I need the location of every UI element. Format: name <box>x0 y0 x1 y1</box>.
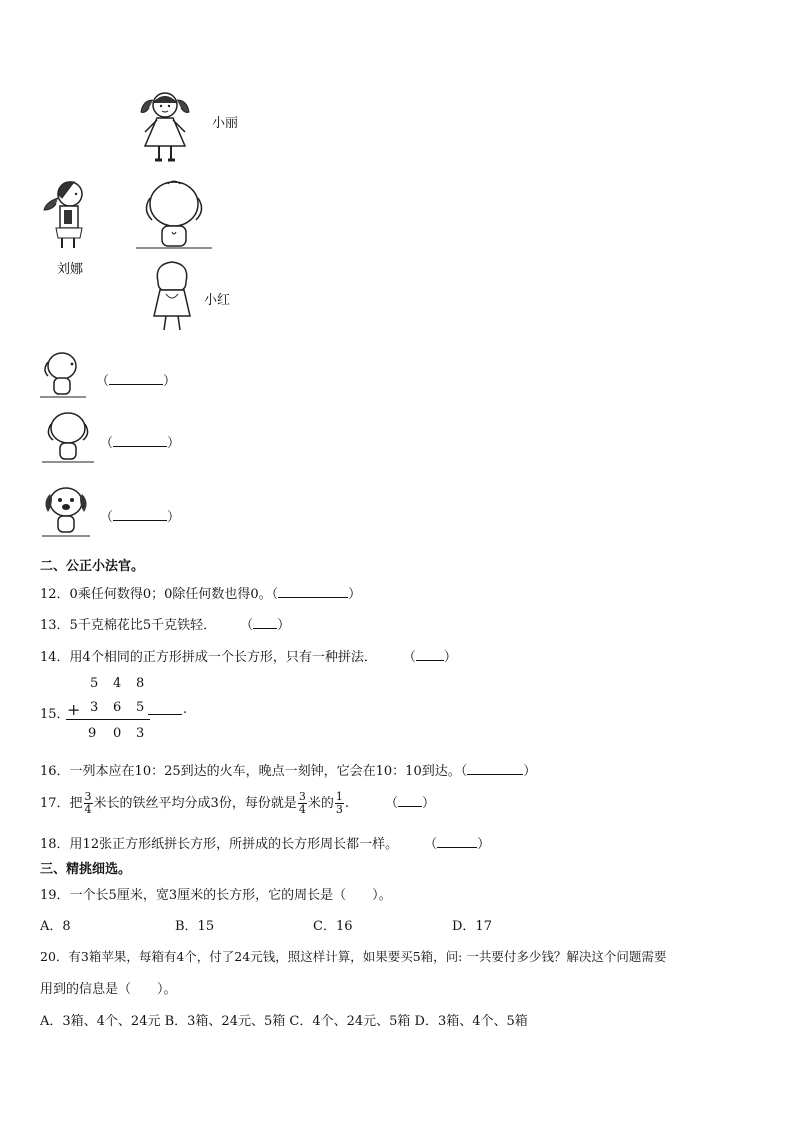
name-xiaohong: 小红 <box>204 293 231 308</box>
q19-option-c[interactable]: C．16 <box>313 919 353 934</box>
fraction: $\frac{3}{4}$ <box>298 790 306 816</box>
digit: 0 <box>113 726 122 741</box>
answer-blank[interactable] <box>416 648 444 661</box>
question-18: 18．用12张正方形纸拼长方形，所拼成的长方形周长都一样。 （ ） <box>40 837 491 852</box>
q19-option-a[interactable]: A．8 <box>40 919 71 934</box>
fraction: $\frac{3}{4}$ <box>84 790 92 816</box>
view1-answer: （ ） <box>96 374 177 389</box>
digit: 3 <box>90 700 99 715</box>
answer-blank[interactable] <box>398 794 422 807</box>
calc-rule <box>66 719 150 720</box>
answer-blank[interactable] <box>109 372 163 385</box>
question-17: 17．把 $\frac{3}{4}$ 米长的铁丝平均分成3份，每份就是 $\frac{3}{4}$ 米的 $\frac{1}{3}$ . （ ） <box>40 790 436 816</box>
name-liuna: 刘娜 <box>57 262 84 277</box>
question-13: 13．5千克棉花比5千克铁轻． （ ） <box>40 618 291 633</box>
question-16: 16．一列本应在10：25到达的火车，晚点一刻钟，它会在10：10到达。（ ） <box>40 764 537 779</box>
view2-answer: （ ） <box>100 436 181 451</box>
name-xiaoli: 小丽 <box>212 116 239 131</box>
question-14: 14．用4个相同的正方形拼成一个长方形，只有一种拼法． （ ） <box>40 650 457 665</box>
answer-blank[interactable] <box>113 508 167 521</box>
toy-dog-front-icon <box>42 484 90 540</box>
digit: 4 <box>113 676 122 691</box>
digit: 5 <box>136 700 145 715</box>
girl-xiaohong-icon <box>150 258 194 334</box>
view3-answer: （ ） <box>100 510 181 525</box>
question-19: 19．一个长5厘米，宽3厘米的长方形，它的周长是（ ）。 <box>40 888 392 903</box>
answer-blank[interactable] <box>467 762 523 775</box>
question-20-line1: 20．有3箱苹果，每箱有4个，付了24元钱，照这样计算，如果要买5箱，问: 一共要付多少钱？解决这个问题需要 <box>40 949 667 964</box>
answer-blank[interactable] <box>148 702 182 715</box>
q19-option-b[interactable]: B．15 <box>175 919 215 934</box>
section2-title: 二、公正小法官。 <box>40 559 145 574</box>
q20-options[interactable]: A．3箱、4个、24元 B．3箱、24元、5箱 C．4个、24元、5箱 D．3箱、4个、5箱 <box>40 1014 528 1029</box>
digit: 6 <box>113 700 122 715</box>
toy-dog-back-icon <box>136 176 212 252</box>
question-20-line2: 用到的信息是（ ）。 <box>40 982 177 997</box>
digit: 3 <box>136 726 145 741</box>
girl-liuna-icon <box>40 176 90 254</box>
q19-option-d[interactable]: D．17 <box>452 919 492 934</box>
answer-blank[interactable] <box>253 616 277 629</box>
plus-sign: + <box>67 700 81 719</box>
question-number: 15． <box>40 707 70 722</box>
answer-blank[interactable] <box>437 835 477 848</box>
answer-blank[interactable] <box>278 585 348 598</box>
toy-dog-back-small-icon <box>42 410 94 466</box>
section3-title: 三、精挑细选。 <box>40 862 132 877</box>
girl-xiaoli-icon <box>135 88 195 166</box>
question-12: 12．0乘任何数得0；0除任何数也得0。（ ） <box>40 587 362 602</box>
answer-blank[interactable] <box>113 434 167 447</box>
digit: 8 <box>136 676 145 691</box>
fraction: $\frac{1}{3}$ <box>335 790 343 816</box>
period: . <box>183 702 188 717</box>
digit: 9 <box>88 726 97 741</box>
toy-dog-side-icon <box>40 350 86 400</box>
digit: 5 <box>90 676 99 691</box>
